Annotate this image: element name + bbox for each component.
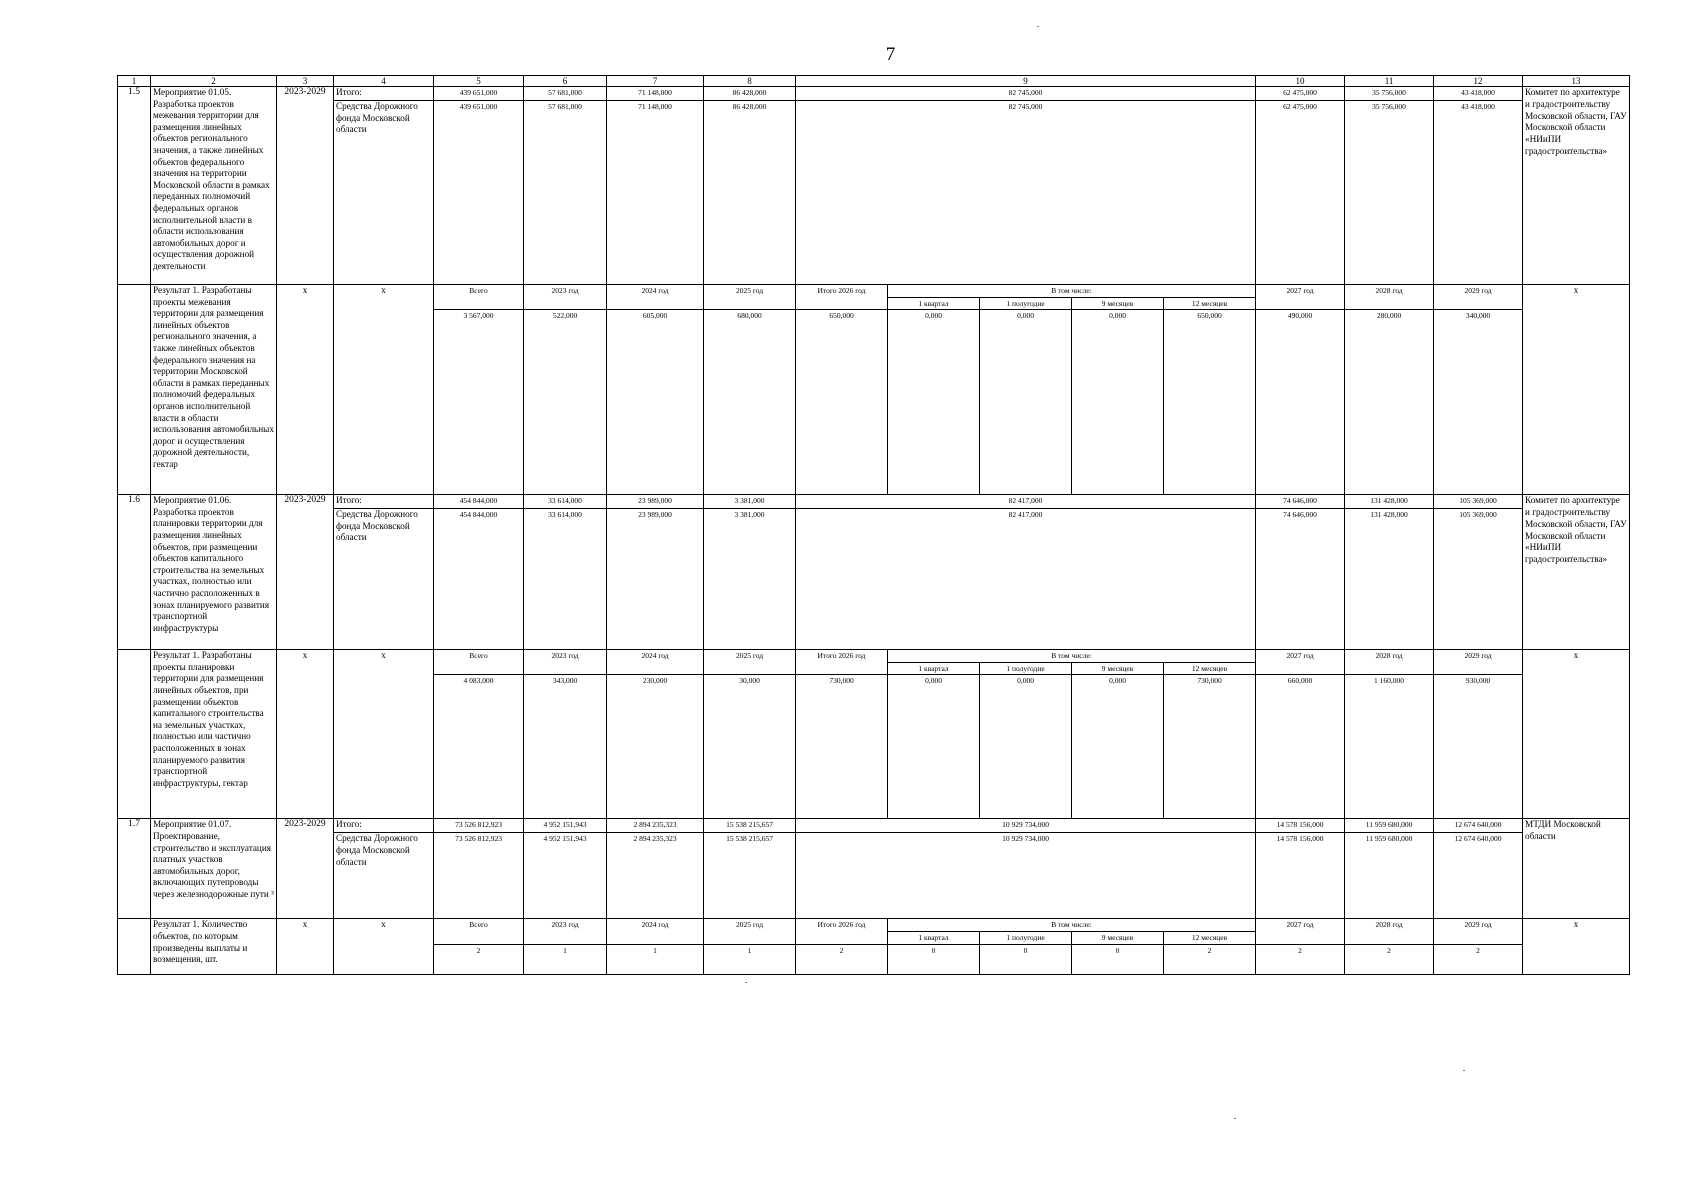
total-2025: 15 538 215,657 (704, 819, 796, 833)
rv-2024: 1 (607, 944, 704, 974)
rh-2024: 2024 год (607, 919, 704, 944)
total-2026: 82 417,000 (796, 495, 1256, 509)
col-num: 3 (277, 76, 334, 87)
rh-including: В том числе: (888, 650, 1256, 663)
executor: Комитет по архитектуре и градостроительству Московской области, ГАУ Московской области «НИиПИ градостроительства» (1523, 495, 1630, 650)
rv-12m: 730,000 (1164, 675, 1256, 819)
rh-2027: 2027 год (1256, 285, 1345, 310)
activity-number: 1.6 (118, 495, 151, 650)
rh-2028: 2028 год (1345, 919, 1434, 944)
col-num: 9 (796, 76, 1256, 87)
col-num: 1 (118, 76, 151, 87)
rv-2028: 1 160,000 (1345, 675, 1434, 819)
rh-2023: 2023 год (524, 650, 607, 675)
activity-total-row (118, 87, 1630, 101)
rh-2024: 2024 год (607, 285, 704, 310)
rh-9m: 9 месяцев (1072, 662, 1164, 675)
fund-2025: 3 381,000 (704, 509, 796, 650)
fund-2027: 14 578 156,000 (1256, 833, 1345, 919)
total-2025: 86 428,000 (704, 87, 796, 101)
rv-2029: 930,000 (1434, 675, 1523, 819)
col-num: 6 (524, 76, 607, 87)
rh-2025: 2025 год (704, 919, 796, 944)
scan-speck (1463, 1070, 1465, 1071)
result-name: Результат 1. Разработаны проекты межевания территории для размещения линейных объектов регионального значения, а также линейных объектов федерального значения на территории Московской области в рамках переданных полномочий федеральных органов исполнительной власти в области использования автомобильных дорог и осуществления дорожной деятельности, гектар (151, 285, 277, 495)
total-all: 439 651,000 (434, 87, 524, 101)
fund-2029: 105 369,000 (1434, 509, 1523, 650)
total-2027: 14 578 156,000 (1256, 819, 1345, 833)
result-x-col4: х (334, 919, 434, 974)
rv-total: 3 567,000 (434, 310, 524, 495)
activity-fund-row (118, 509, 1630, 650)
result-x-col13: х (1523, 650, 1630, 819)
scan-speck (745, 982, 747, 983)
executor: Комитет по архитектуре и градостроительству Московской области, ГАУ Московской области «НИиПИ градостроительства» (1523, 87, 1630, 285)
fund-2028: 11 959 680,000 (1345, 833, 1434, 919)
rv-2028: 280,000 (1345, 310, 1434, 495)
rh-h1: 1 полугодие (980, 662, 1072, 675)
fund-2025: 86 428,000 (704, 101, 796, 285)
total-2026: 82 745,000 (796, 87, 1256, 101)
rv-2026: 650,000 (796, 310, 888, 495)
rv-2029: 340,000 (1434, 310, 1523, 495)
rv-2028: 2 (1345, 944, 1434, 974)
rv-2024: 230,000 (607, 675, 704, 819)
col-num: 2 (151, 76, 277, 87)
total-2024: 71 148,000 (607, 87, 704, 101)
total-2029: 43 418,000 (1434, 87, 1523, 101)
rh-2028: 2028 год (1345, 650, 1434, 675)
activity-years: 2023-2029 (277, 87, 334, 285)
result-spacer (118, 650, 151, 819)
rv-h1: 0,000 (980, 310, 1072, 495)
fund-all: 439 651,000 (434, 101, 524, 285)
result-x-col4: х (334, 285, 434, 495)
result-spacer (118, 285, 151, 495)
rh-12m: 12 месяцев (1164, 931, 1256, 944)
activity-name: Мероприятие 01.05. Разработка проектов межевания территории для размещения линейных объектов регионального значения, а также линейных объектов федерального значения на территории Московской области в рамках переданных полномочий федеральных органов исполнительной власти в области использования автомобильных дорог и осуществления дорожной деятельности (151, 87, 277, 285)
result-x-col3: х (277, 285, 334, 495)
rv-2029: 2 (1434, 944, 1523, 974)
rh-2027: 2027 год (1256, 919, 1345, 944)
activity-total-row (118, 495, 1630, 509)
result-header-row (118, 285, 1630, 298)
rh-h1: 1 полугодие (980, 297, 1072, 310)
activity-years: 2023-2029 (277, 819, 334, 919)
rv-q1: 0 (888, 944, 980, 974)
activity-number: 1.7 (118, 819, 151, 919)
col-num: 13 (1523, 76, 1630, 87)
rh-2023: 2023 год (524, 919, 607, 944)
rv-9m: 0,000 (1072, 675, 1164, 819)
fund-2026: 10 929 734,000 (796, 833, 1256, 919)
col-num: 12 (1434, 76, 1523, 87)
result-x-col3: х (277, 650, 334, 819)
total-2023: 4 952 151,943 (524, 819, 607, 833)
rh-2026-total: Итого 2026 год (796, 285, 888, 310)
fund-2024: 71 148,000 (607, 101, 704, 285)
rh-2029: 2029 год (1434, 919, 1523, 944)
fund-2028: 131 428,000 (1345, 509, 1434, 650)
rv-q1: 0,000 (888, 675, 980, 819)
fund-all: 73 526 812,923 (434, 833, 524, 919)
total-2026: 10 929 734,000 (796, 819, 1256, 833)
rh-2025: 2025 год (704, 650, 796, 675)
rh-9m: 9 месяцев (1072, 931, 1164, 944)
fund-all: 454 844,000 (434, 509, 524, 650)
result-spacer (118, 919, 151, 974)
column-number-row (118, 76, 1630, 87)
rv-9m: 0 (1072, 944, 1164, 974)
total-2023: 33 614,000 (524, 495, 607, 509)
total-2024: 23 989,000 (607, 495, 704, 509)
rv-total: 2 (434, 944, 524, 974)
page-number: 7 (885, 44, 896, 65)
total-2029: 12 674 640,000 (1434, 819, 1523, 833)
scan-speck (1037, 26, 1039, 27)
fund-2023: 4 952 151,943 (524, 833, 607, 919)
rv-2023: 522,000 (524, 310, 607, 495)
program-activities-table (117, 75, 1630, 975)
rh-h1: 1 полугодие (980, 931, 1072, 944)
rv-q1: 0,000 (888, 310, 980, 495)
rh-12m: 12 месяцев (1164, 297, 1256, 310)
col-num: 5 (434, 76, 524, 87)
activity-name: Мероприятие 01.06. Разработка проектов планировки территории для размещения линейных объектов, при размещении объектов капитального строительства на земельных участках, полностью или частично расположенных в зонах планируемого развития транспортной инфраструктуры (151, 495, 277, 650)
rv-h1: 0 (980, 944, 1072, 974)
rv-2027: 490,000 (1256, 310, 1345, 495)
col-num: 8 (704, 76, 796, 87)
col-num: 11 (1345, 76, 1434, 87)
rh-2026-total: Итого 2026 год (796, 919, 888, 944)
funding-source: Средства Дорожного фонда Московской области (334, 509, 434, 650)
activity-name: Мероприятие 01.07. Проектирование, строительство и эксплуатация платных участков автомобильных дорог, включающих путепроводы через железнодорожные пути ³ (151, 819, 277, 919)
total-2028: 11 959 680,000 (1345, 819, 1434, 833)
rh-2023: 2023 год (524, 285, 607, 310)
activity-number: 1.5 (118, 87, 151, 285)
total-label: Итого: (334, 495, 434, 509)
rv-total: 4 083,000 (434, 675, 524, 819)
rh-q1: 1 квартал (888, 662, 980, 675)
rv-12m: 650,000 (1164, 310, 1256, 495)
rv-2025: 30,000 (704, 675, 796, 819)
rv-2027: 2 (1256, 944, 1345, 974)
rv-2026: 2 (796, 944, 888, 974)
rh-including: В том числе: (888, 285, 1256, 298)
fund-2027: 62 475,000 (1256, 101, 1345, 285)
rv-2027: 660,000 (1256, 675, 1345, 819)
total-2027: 74 646,000 (1256, 495, 1345, 509)
rv-2023: 1 (524, 944, 607, 974)
fund-2024: 23 989,000 (607, 509, 704, 650)
result-x-col13: х (1523, 285, 1630, 495)
result-x-col3: х (277, 919, 334, 974)
rh-2029: 2029 год (1434, 285, 1523, 310)
rh-2024: 2024 год (607, 650, 704, 675)
activity-years: 2023-2029 (277, 495, 334, 650)
fund-2029: 12 674 640,000 (1434, 833, 1523, 919)
col-num: 4 (334, 76, 434, 87)
total-2029: 105 369,000 (1434, 495, 1523, 509)
fund-2029: 43 418,000 (1434, 101, 1523, 285)
rv-2025: 680,000 (704, 310, 796, 495)
rv-2026: 730,000 (796, 675, 888, 819)
col-num: 10 (1256, 76, 1345, 87)
rh-12m: 12 месяцев (1164, 662, 1256, 675)
rh-2028: 2028 год (1345, 285, 1434, 310)
total-2028: 131 428,000 (1345, 495, 1434, 509)
fund-2028: 35 756,000 (1345, 101, 1434, 285)
executor: МТДИ Московской области (1523, 819, 1630, 919)
fund-2027: 74 646,000 (1256, 509, 1345, 650)
fund-2026: 82 745,000 (796, 101, 1256, 285)
rh-2026-total: Итого 2026 год (796, 650, 888, 675)
total-all: 454 844,000 (434, 495, 524, 509)
rh-2027: 2027 год (1256, 650, 1345, 675)
total-2028: 35 756,000 (1345, 87, 1434, 101)
result-header-row (118, 650, 1630, 663)
total-label: Итого: (334, 87, 434, 101)
rh-2029: 2029 год (1434, 650, 1523, 675)
total-all: 73 526 812,923 (434, 819, 524, 833)
fund-2023: 33 614,000 (524, 509, 607, 650)
total-label: Итого: (334, 819, 434, 833)
rv-h1: 0,000 (980, 675, 1072, 819)
rv-9m: 0,000 (1072, 310, 1164, 495)
rh-2025: 2025 год (704, 285, 796, 310)
funding-source: Средства Дорожного фонда Московской области (334, 833, 434, 919)
fund-2023: 57 681,000 (524, 101, 607, 285)
funding-source: Средства Дорожного фонда Московской области (334, 101, 434, 285)
rv-2024: 605,000 (607, 310, 704, 495)
rv-12m: 2 (1164, 944, 1256, 974)
result-name: Результат 1. Количество объектов, по которым произведены выплаты и возмещения, шт. (151, 919, 277, 974)
rh-including: В том числе: (888, 919, 1256, 932)
activity-fund-row (118, 833, 1630, 919)
fund-2026: 82 417,000 (796, 509, 1256, 650)
activity-total-row (118, 819, 1630, 833)
rh-total: Всего (434, 919, 524, 944)
col-num: 7 (607, 76, 704, 87)
rv-2023: 343,000 (524, 675, 607, 819)
total-2023: 57 681,000 (524, 87, 607, 101)
total-2024: 2 894 235,323 (607, 819, 704, 833)
result-x-col13: х (1523, 919, 1630, 974)
fund-2024: 2 894 235,323 (607, 833, 704, 919)
total-2027: 62 475,000 (1256, 87, 1345, 101)
rv-2025: 1 (704, 944, 796, 974)
total-2025: 3 381,000 (704, 495, 796, 509)
rh-total: Всего (434, 650, 524, 675)
scan-speck (1234, 1118, 1236, 1119)
rh-total: Всего (434, 285, 524, 310)
rh-q1: 1 квартал (888, 297, 980, 310)
result-name: Результат 1. Разработаны проекты планировки территории для размещения линейных объектов, при размещении объектов капитального строительства на земельных участках, полностью или частично расположенных в зонах планируемого развития транспортной инфраструктуры, гектар (151, 650, 277, 819)
rh-9m: 9 месяцев (1072, 297, 1164, 310)
activity-fund-row (118, 101, 1630, 285)
result-x-col4: х (334, 650, 434, 819)
result-header-row (118, 919, 1630, 932)
rh-q1: 1 квартал (888, 931, 980, 944)
fund-2025: 15 538 215,657 (704, 833, 796, 919)
